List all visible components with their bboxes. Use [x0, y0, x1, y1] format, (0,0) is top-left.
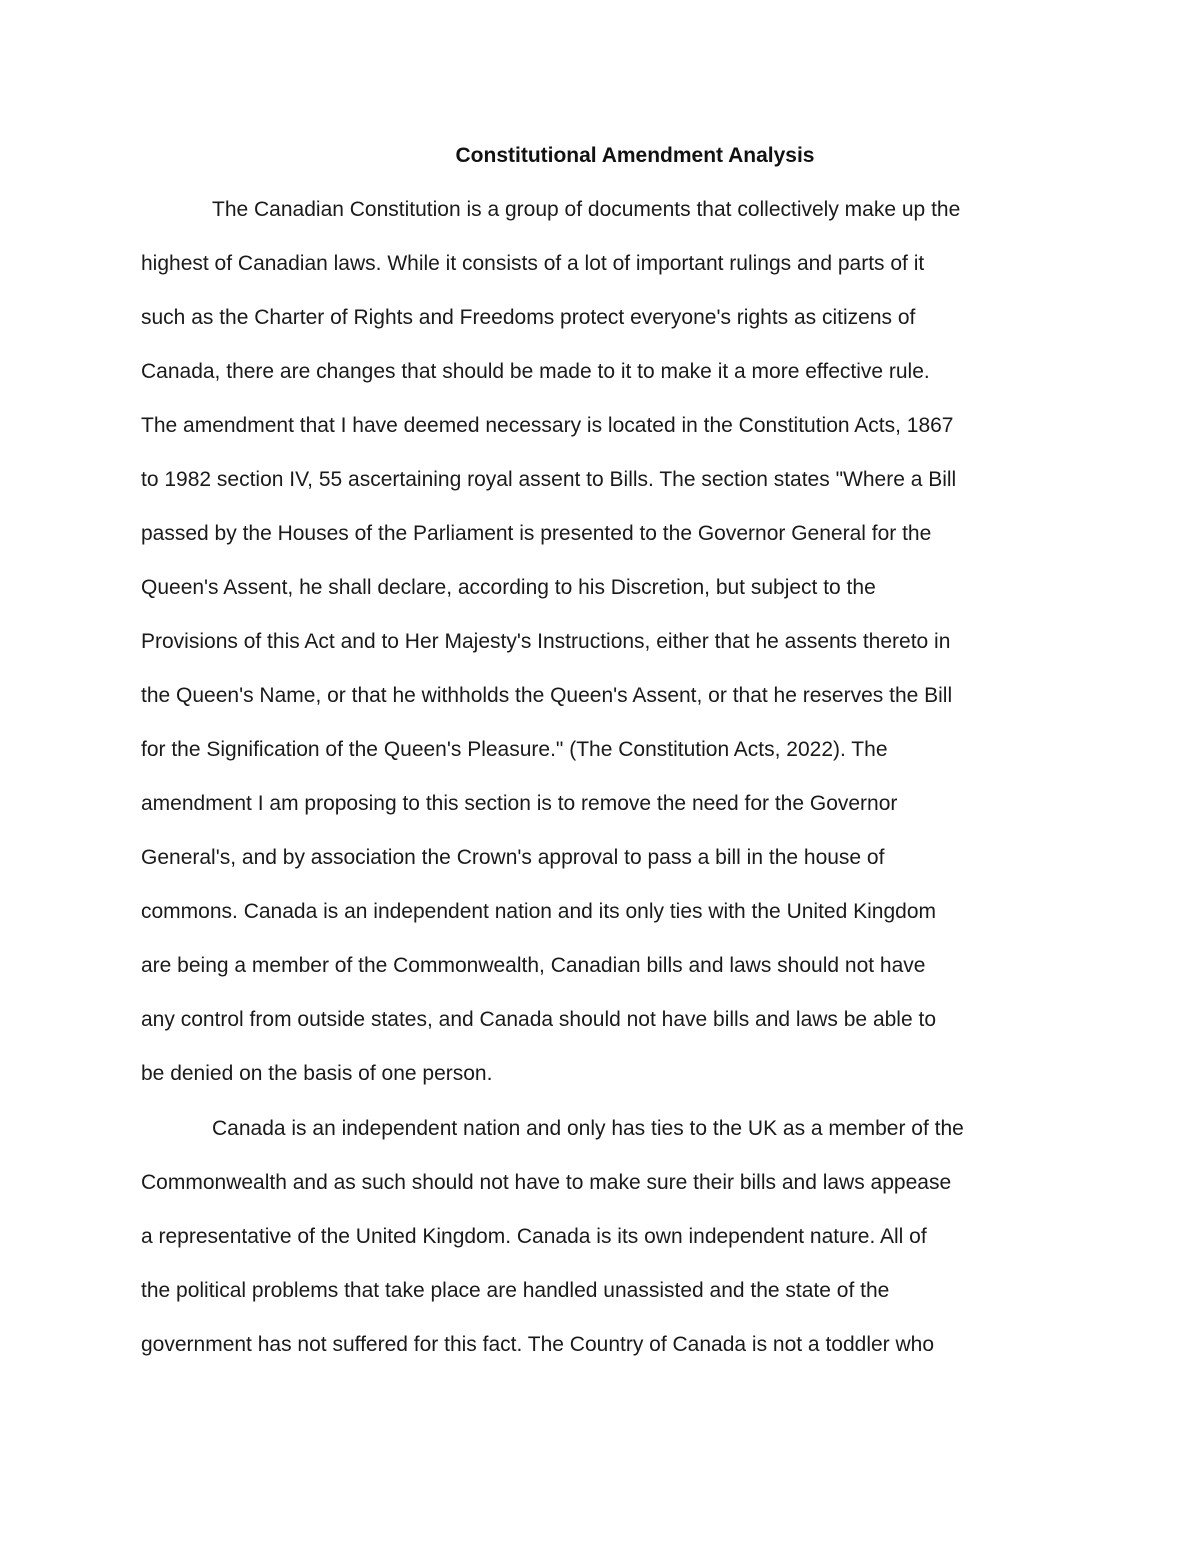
- paragraph-1-line: be denied on the basis of one person.: [141, 1062, 493, 1085]
- paragraph-2-line: Commonwealth and as such should not have to make sure their bills and laws appease: [141, 1171, 952, 1194]
- paragraph-1-line: passed by the Houses of the Parliament is presented to the Governor General for the: [141, 522, 932, 545]
- paragraph-1-line: Provisions of this Act and to Her Majesty's Instructions, either that he assents thereto in: [141, 630, 951, 653]
- paragraph-1-line: to 1982 section IV, 55 ascertaining royal assent to Bills. The section states "Where a Bill: [141, 468, 957, 491]
- paragraph-2-line: Canada is an independent nation and only has ties to the UK as a member of the: [212, 1117, 964, 1140]
- paragraph-2-line: the political problems that take place are handled unassisted and the state of the: [141, 1279, 890, 1302]
- paragraph-1-line: any control from outside states, and Canada should not have bills and laws be able to: [141, 1008, 936, 1031]
- paragraph-1-line: are being a member of the Commonwealth, Canadian bills and laws should not have: [141, 954, 926, 977]
- paragraph-1-line: The amendment that I have deemed necessary is located in the Constitution Acts, 1867: [141, 414, 954, 437]
- paragraph-2-line: a representative of the United Kingdom. Canada is its own independent nature. All of: [141, 1225, 927, 1248]
- paragraph-1-line: such as the Charter of Rights and Freedoms protect everyone's rights as citizens of: [141, 306, 916, 329]
- paragraph-2-line: government has not suffered for this fact. The Country of Canada is not a toddler who: [141, 1333, 935, 1356]
- paragraph-1-line: the Queen's Name, or that he withholds the Queen's Assent, or that he reserves the Bill: [141, 684, 953, 707]
- paragraph-1-line: amendment I am proposing to this section is to remove the need for the Governor: [141, 792, 898, 815]
- document-title: Constitutional Amendment Analysis: [455, 144, 815, 167]
- paragraph-1-line: General's, and by association the Crown's approval to pass a bill in the house of: [141, 846, 885, 869]
- paragraph-1-line: Queen's Assent, he shall declare, according to his Discretion, but subject to the: [141, 576, 876, 599]
- paragraph-1-line: for the Signification of the Queen's Pleasure." (The Constitution Acts, 2022). The: [141, 738, 888, 761]
- paragraph-1-line: highest of Canadian laws. While it consists of a lot of important rulings and parts of it: [141, 252, 925, 275]
- paragraph-1-line: The Canadian Constitution is a group of documents that collectively make up the: [212, 198, 961, 221]
- paragraph-1-line: commons. Canada is an independent nation and its only ties with the United Kingdom: [141, 900, 936, 923]
- paragraph-1-line: Canada, there are changes that should be made to it to make it a more effective rule.: [141, 360, 930, 383]
